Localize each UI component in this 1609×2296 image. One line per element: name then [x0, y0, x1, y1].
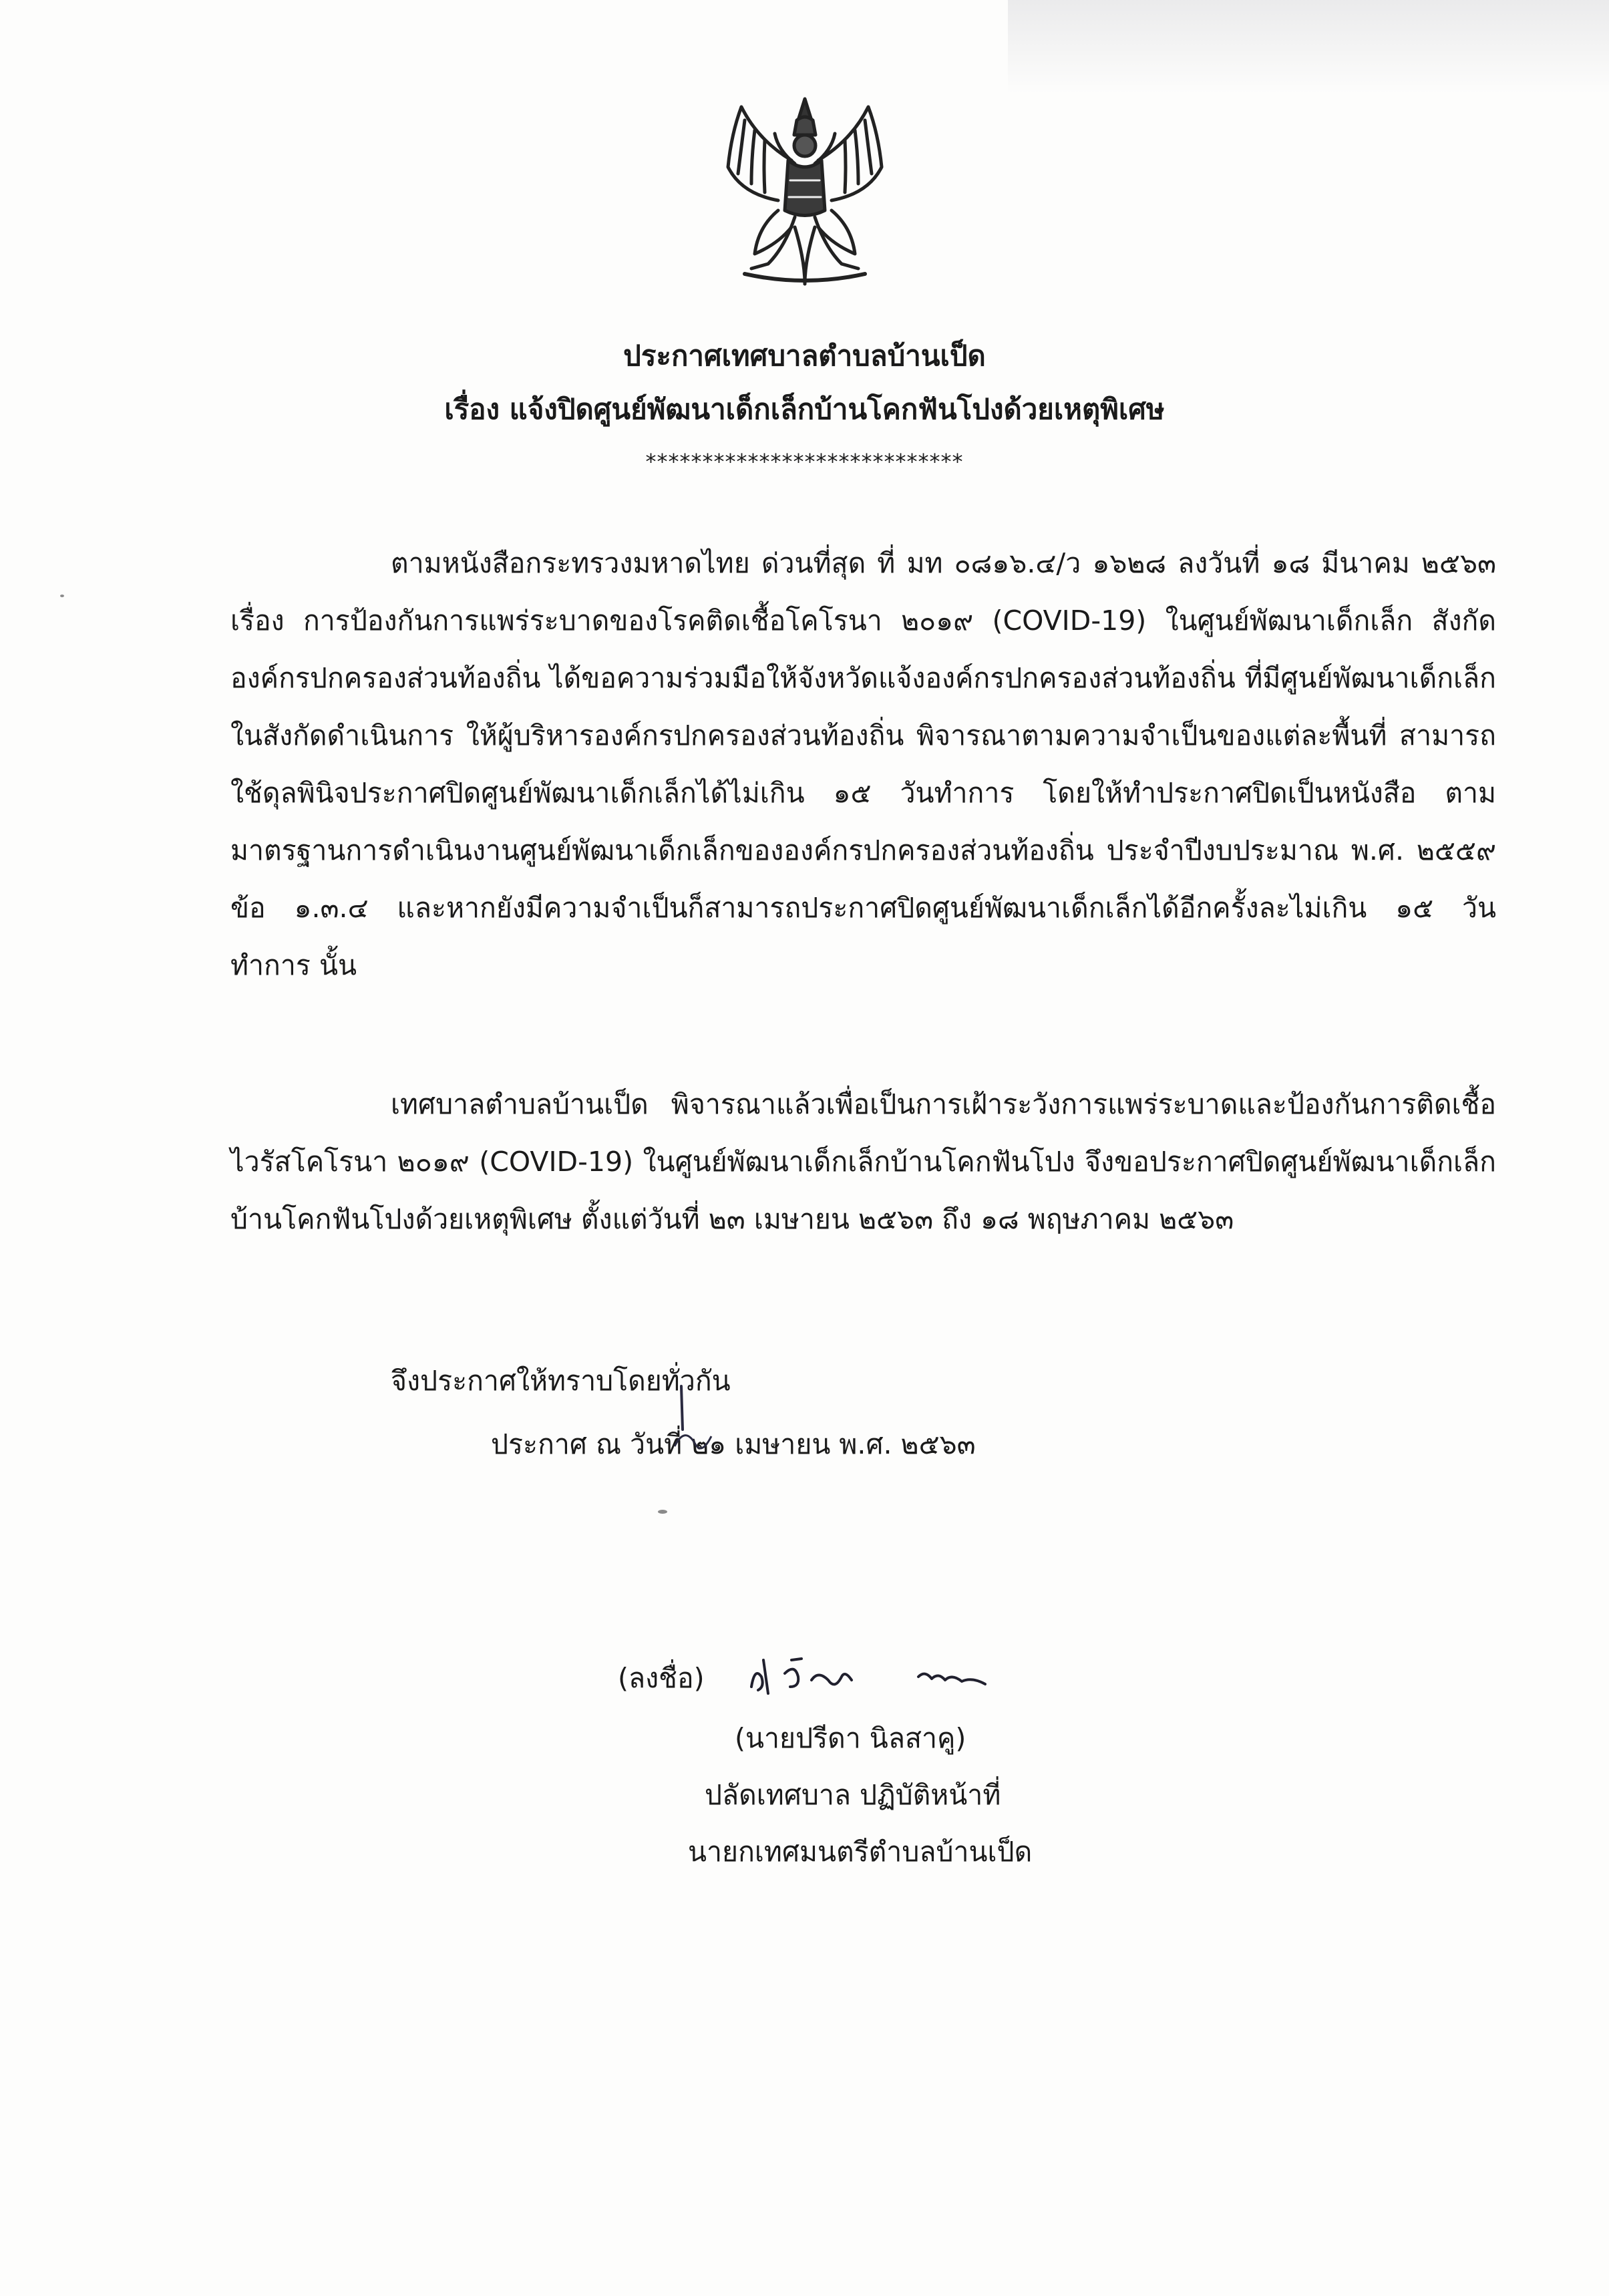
- signatory-position-2: นายกเทศมนตรีตำบลบ้านเป็ด: [688, 1836, 1033, 1868]
- separator: ****************************: [645, 449, 964, 474]
- scan-speck: [60, 595, 64, 597]
- scan-speck: [658, 1510, 667, 1514]
- handwritten-date-mark: [655, 1379, 735, 1466]
- scan-shadow: [1008, 0, 1609, 94]
- signature-label: (ลงชื่อ): [618, 1662, 705, 1694]
- announcement-subject: เรื่อง แจ้งปิดศูนย์พัฒนาเด็กเล็กบ้านโคกฟันโปงด้วยเหตุพิเศษ: [444, 393, 1165, 426]
- signatory-position-1: ปลัดเทศบาล ปฏิบัติหน้าที่: [705, 1779, 1001, 1811]
- body-paragraph-1: ตามหนังสือกระทรวงมหาดไทย ด่วนที่สุด ที่ มท ๐๘๑๖.๔/ว ๑๖๒๘ ลงวันที่ ๑๘ มีนาคม ๒๕๖๓ เรื่อง การป้องกันการแพร่ระบาดของโรคติดเชื้อโคโรนา ๒๐๑๙ (COVID-19) ในศูนย์พัฒนาเด็กเล็ก สังกัดองค์กรปกครองส่วนท้องถิ่น ได้ขอความร่วมมือให้จังหวัดแจ้งองค์กรปกครองส่วนท้องถิ่น ที่มีศูนย์พัฒนาเด็กเล็กในสังกัดดำเนินการ ให้ผู้บริหารองค์กรปกครองส่วนท้องถิ่น พิจารณาตามความจำเป็นของแต่ละพื้นที่ สามารถใช้ดุลพินิจประกาศปิดศูนย์พัฒนาเด็กเล็กได้ไม่เกิน ๑๕ วันทำการ โดยให้ทำประกาศปิดเป็นหนังสือ ตามมาตรฐานการดำเนินงานศูนย์พัฒนาเด็กเล็กขององค์กรปกครองส่วนท้องถิ่น ประจำปีงบประมาณ พ.ศ. ๒๕๕๙ ข้อ ๑.๓.๔ และหากยังมีความจำเป็นก็สามารถประกาศปิดศูนย์พัฒนาเด็กเล็กได้อีกครั้งละไม่เกิน ๑๕ วันทำการ นั้น: [230, 547, 1496, 981]
- body-paragraph-2: เทศบาลตำบลบ้านเป็ด พิจารณาแล้วเพื่อเป็นการเฝ้าระวังการแพร่ระบาดและป้องกันการติดเชื้อไวรัสโคโรนา ๒๐๑๙ (COVID-19) ในศูนย์พัฒนาเด็กเล็กบ้านโคกฟันโปง จึงขอประกาศปิดศูนย์พัฒนาเด็กเล็กบ้านโคกฟันโปงด้วยเหตุพิเศษ ตั้งแต่วันที่ ๒๓ เมษายน ๒๕๖๓ ถึง ๑๘ พฤษภาคม ๒๕๖๓: [230, 1088, 1496, 1235]
- announcement-title: ประกาศเทศบาลตำบลบ้านเป็ด: [623, 339, 986, 372]
- date-line: ประกาศ ณ วันที่ ๒๑ เมษายน พ.ศ. ๒๕๖๓: [491, 1428, 976, 1460]
- announce-line: จึงประกาศให้ทราบโดยทั่วกัน: [391, 1365, 731, 1397]
- handwritten-signature: [738, 1640, 1005, 1713]
- garuda-emblem-icon: [705, 94, 905, 294]
- signatory-name: (นายปรีดา นิลสาคู): [735, 1722, 966, 1754]
